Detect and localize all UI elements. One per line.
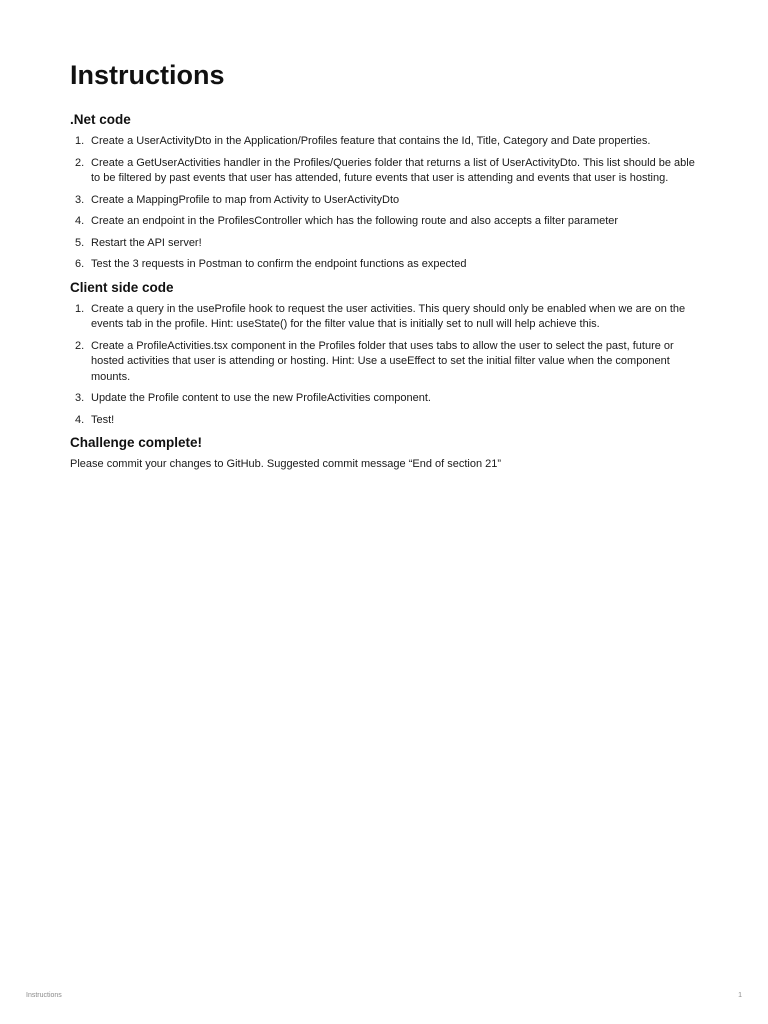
step-number: 1.	[75, 135, 85, 147]
step-number: 4.	[75, 413, 85, 426]
step-number: 5.	[75, 236, 85, 249]
step-text: Create a MappingProfile to map from Activity to UserActivityDto	[91, 193, 400, 206]
step-text: Create an endpoint in the ProfilesController which has the following route and also accepts a filter parameter	[91, 215, 619, 227]
page-content	[70, 58, 700, 473]
step-number: 1.	[75, 302, 85, 315]
section-challenge-complete	[70, 434, 700, 473]
step-text: Test the 3 requests in Postman to confirm the endpoint functions as expected	[91, 258, 467, 270]
step-number: 3.	[75, 392, 85, 404]
challenge-text: Please commit your changes to GitHub. Suggested commit message “End of section 21”	[70, 458, 502, 470]
step-text: Create a GetUserActivities handler in the Profiles/Queries folder that returns a list of UserActivityDto. This list should be able to be filtered by past events that user has attended, future events that user is attending and events that user is hosting.	[91, 156, 695, 184]
list-item	[70, 339, 700, 386]
step-text: Test!	[91, 413, 115, 426]
list-item	[70, 413, 700, 429]
step-number: 4.	[75, 215, 85, 227]
section-heading: Challenge complete!	[70, 435, 203, 450]
steps-list	[70, 302, 700, 429]
step-number: 3.	[75, 193, 85, 206]
list-item	[70, 302, 700, 333]
step-text: Update the Profile content to use the new ProfileActivities component.	[91, 392, 431, 404]
list-item	[70, 236, 700, 252]
steps-list	[70, 134, 700, 273]
list-item	[70, 156, 700, 187]
list-item	[70, 257, 700, 273]
step-text: Create a ProfileActivities.tsx component in the Profiles folder that uses tabs to allow the user to select the past, future or hosted activities that user is attending or hosting. Hint: Use a useEffect to set the initial filter value when the component mounts.	[91, 339, 674, 383]
step-number: 2.	[75, 339, 85, 352]
page-number: 1	[738, 992, 742, 999]
section-heading: .Net code	[70, 112, 131, 127]
page-title: Instructions	[70, 60, 225, 90]
section-heading: Client side code	[70, 279, 174, 295]
step-number: 2.	[75, 156, 85, 169]
step-text: Restart the API server!	[91, 236, 202, 249]
section-net-code	[70, 111, 700, 273]
list-item	[70, 134, 700, 150]
step-text: Create a query in the useProfile hook to request the user activities. This query should only be enabled when we are on the events tab in the profile. Hint: useState() for the filter value that is initially set to null will help achieve this.	[91, 302, 686, 330]
list-item	[70, 193, 700, 209]
section-client-side-code	[70, 279, 700, 429]
step-text: Create a UserActivityDto in the Application/Profiles feature that contains the Id, Title, Category and Date properties.	[91, 135, 651, 147]
list-item	[70, 214, 700, 230]
step-number: 6.	[75, 258, 85, 270]
list-item	[70, 391, 700, 407]
footer-label: Instructions	[26, 992, 62, 999]
